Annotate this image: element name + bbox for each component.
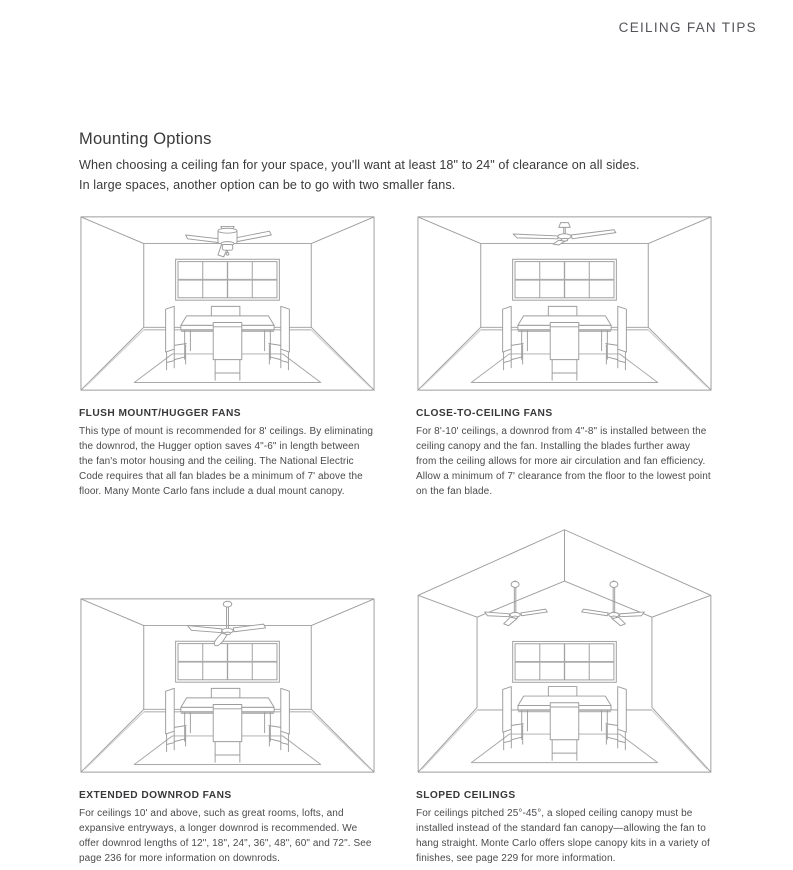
caption-close-to-ceiling <box>416 408 713 499</box>
dining-set-icon <box>134 306 321 382</box>
intro-line-1: When choosing a ceiling fan for your space, you'll want at least 18" to 24" of clearance on all sides. <box>79 158 640 172</box>
dining-set-icon <box>134 688 321 764</box>
extended-downrod-fan-icon <box>188 601 266 645</box>
figure-cell-flush-mount <box>79 215 376 499</box>
window-icon <box>513 641 617 682</box>
caption-body: This type of mount is recommended for 8' ceilings. By eliminating the downrod, the Hugger option saves 4"-6" in length between the fan's motor housing and the ceiling. The National Electric Code requires that all fan blades be a minimum of 7' above the floor. Many Monte Carlo fans include a dual mount canopy. <box>79 426 374 497</box>
dining-set-icon <box>471 306 658 382</box>
short-downrod-fan-icon <box>513 223 616 245</box>
figure-grid <box>79 215 713 866</box>
extended-downrod-fan-room-illustration <box>79 597 376 774</box>
close-to-ceiling-fan-room-illustration <box>416 215 713 392</box>
figure-close-to-ceiling <box>416 215 713 392</box>
intro-paragraph <box>79 156 713 195</box>
caption-sloped-ceilings <box>416 790 713 866</box>
caption-body: For ceilings pitched 25°-45°, a sloped ceiling canopy must be installed instead of the standard fan canopy—allowing the fan to hang straight. Monte Carlo offers slope canopy kits in a variety of finishes, see page 229 for more information. <box>416 808 710 864</box>
caption-body: For 8'-10' ceilings, a downrod from 4"-8" is installed between the ceiling canopy and the fan. Installing the blades further away from the ceiling allows for more air circulation and fan efficiency. Allow a minimum of 7' clearance from the floor to the lowest point on the fan blade. <box>416 426 711 497</box>
figure-cell-close-to-ceiling <box>416 215 713 499</box>
main-content <box>79 130 713 866</box>
dining-set-icon <box>471 687 657 763</box>
caption-title: SLOPED CEILINGS <box>416 790 516 801</box>
flush-mount-fan-icon <box>186 226 272 256</box>
caption-title: FLUSH MOUNT/HUGGER FANS <box>79 408 242 419</box>
sloped-mount-fan-right-icon <box>582 580 645 626</box>
figure-cell-extended-downrod <box>79 525 376 866</box>
caption-title: CLOSE-TO-CEILING FANS <box>416 408 553 419</box>
sloped-ceiling-fans-room-illustration <box>416 525 713 774</box>
caption-title: EXTENDED DOWNROD FANS <box>79 790 232 801</box>
header <box>0 0 793 37</box>
figure-flush-mount <box>79 215 376 392</box>
caption-body: For ceilings 10' and above, such as great rooms, lofts, and expansive entryways, a longer downrod is recommended. We offer downrod lengths of 12", 18", 24", 36", 48", 60" and 72". See page 236 for more information on downrods. <box>79 808 372 864</box>
figure-sloped-ceilings <box>416 525 713 774</box>
flush-mount-fan-room-illustration <box>79 215 376 392</box>
sloped-mount-fan-left-icon <box>485 580 548 626</box>
intro-line-2: In large spaces, another option can be to go with two smaller fans. <box>79 177 456 192</box>
page-title: CEILING FAN TIPS <box>618 20 757 35</box>
figure-extended-downrod <box>79 525 376 774</box>
window-icon <box>513 259 617 300</box>
window-icon <box>176 259 280 300</box>
caption-flush-mount <box>79 408 376 499</box>
window-icon <box>176 641 280 682</box>
section-heading: Mounting Options <box>79 130 212 148</box>
caption-extended-downrod <box>79 790 376 866</box>
figure-cell-sloped-ceilings <box>416 525 713 866</box>
